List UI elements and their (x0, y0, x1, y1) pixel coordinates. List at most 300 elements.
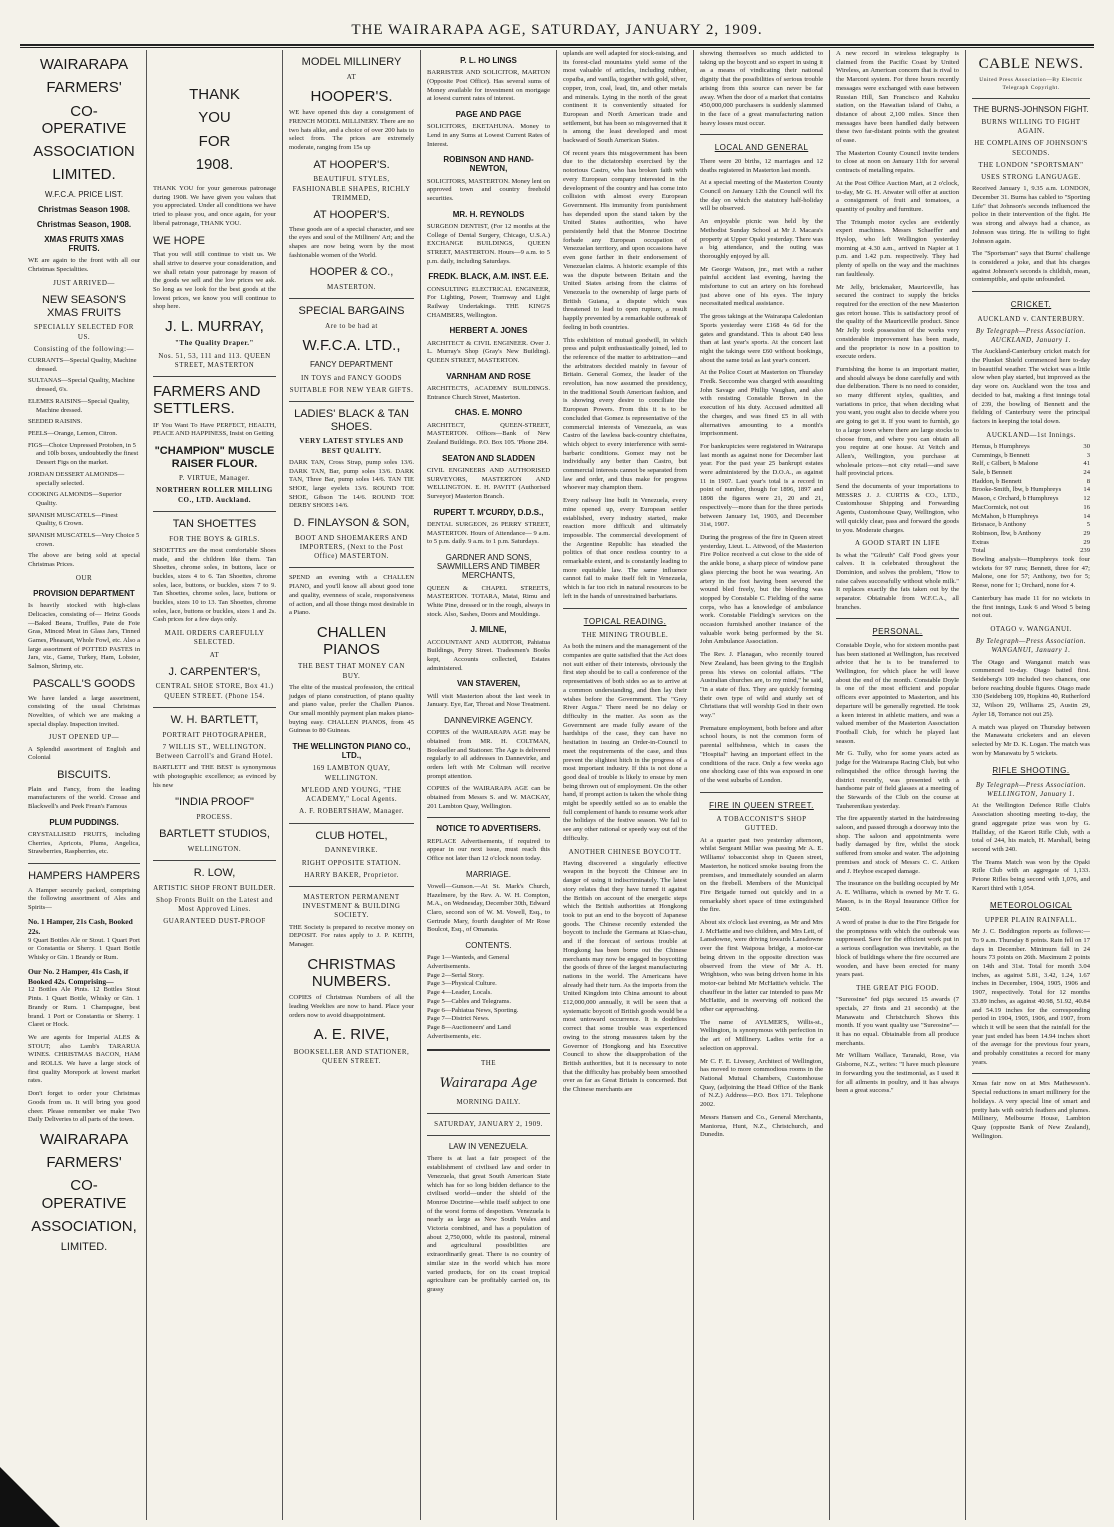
challen-pianos-heading: CHALLEN PIANOS (316, 623, 387, 659)
divider (427, 817, 550, 818)
hoopers-heading: HOOPER'S. (310, 87, 393, 105)
fruit-item: JORDAN DESSERT ALMONDS—specially selected. (28, 470, 125, 487)
masthead-title: THE WAIRARAPA AGE, SATURDAY, JANUARY 2, 1909. (351, 22, 763, 38)
score-row (972, 443, 1090, 452)
batsman-name: McMahon, b Humphreys (972, 512, 1039, 520)
card-heading: P. L. HO LINGS (460, 56, 517, 65)
divider (153, 511, 276, 512)
cable-paragraph: Xmas fair now on at Mrs Mathewson's. Special reductions in smart millinery for the holidays. A very special line of smart and pretty hats with ostrich feathers and plumes. Millinery, Melbourne House, Lambton Quay (opposite Bank of New Zealand), Wellington. (972, 1080, 1090, 1140)
biscuits-text: Plain and Fancy, from the leading manufacturers of the world. Crosse and Blackwell's and Peek Frean's Famous (28, 785, 140, 811)
thank-heading: THANK (189, 86, 240, 103)
batsman-name: Brooke-Smith, lbw, b Humphreys (972, 486, 1062, 494)
meteorological-heading: METEOROLOGICAL (989, 901, 1073, 911)
fancy-department: FANCY DEPARTMENT (309, 360, 394, 370)
permanent-society: MASTERTON PERMANENT INVESTMENT & BUILDING SOCIETY. (302, 893, 401, 920)
at-hoopers-heading: AT HOOPER'S. (313, 158, 390, 171)
news-paragraph: The gross takings at the Wairarapa Caledonian Sports yesterday were £168 4s 6d for the gates and grandstand. This is about £40 less than at last year's sports. At the concert last night the takings were £60 without bookings, about the same total as last year's concert. (700, 313, 823, 364)
society-text: THE Society is prepared to receive money on DEPOSIT. For rates apply to J. P. KEITH, Manager. (289, 923, 414, 949)
news-paragraph: The name of AYLMER'S, Willis-st., Wellington, is synonymous with perfection in the art of Millinery. Ladies write for a selection on approval. (700, 1018, 823, 1052)
card-heading: RUPERT T. M'CURDY, D.D.S., (433, 507, 544, 517)
masthead-rule (20, 44, 1094, 46)
plum-puddings-heading: PLUM PUDDINGS. (49, 817, 119, 827)
splendid-text: A Splendid assortment of English and Colonial (28, 745, 140, 762)
carpenter-address: CENTRAL SHOE STORE, Box 41.) QUEEN STREET. (Phone 154. (155, 682, 274, 700)
club-hotel-heading: CLUB HOTEL, (315, 829, 388, 842)
cable-paragraph: The Teams Match was won by the Opaki Rifle Club with an aggregate of 1,133. Petone Rifles being second with 1,076, and Karori third with 1,054. (972, 858, 1090, 892)
batsman-runs: 29 (1083, 538, 1090, 546)
card-heading: VAN STAVEREN, (456, 679, 521, 689)
batsman-name: Cummings, b Bennett (972, 451, 1030, 459)
divider (153, 707, 276, 708)
batsman-name: Mason, c Orchard, b Humphreys (972, 495, 1059, 503)
hooper-co-heading: HOOPER & CO., (309, 266, 394, 279)
wfca-heading-3: CO-OPERATIVE (41, 102, 127, 137)
at-label: AT (346, 72, 357, 81)
portrait-photographer: PORTRAIT PHOTOGRAPHER, (162, 730, 267, 739)
rifle-shooting-heading: RIFLE SHOOTING. (992, 766, 1070, 776)
at-hoopers-heading-2: AT HOOPER'S. (313, 208, 390, 221)
for-heading: FOR (198, 132, 231, 150)
morning-daily: MORNING DAILY. (456, 1097, 521, 1106)
christmas-numbers-heading: CHRISTMAS NUMBERS. (307, 955, 396, 991)
cricket-heading: CRICKET. (1010, 300, 1052, 310)
news-paragraph: For bankruptcies were registered in Wairarapa last month as against none for December last year. For the past year 25 bankrupt estates were administered by the D.O.A., as against 11 in 1907. Last year's total is a record in point of number, though for 1896, 1897 and 1898 the figures were 21, 20 and 21, respectively—more than for the three periods between January 1st, 1903, and December 31st, 1907. (700, 442, 823, 529)
rive-text: BOOKSELLER AND STATIONER, QUEEN STREET. (293, 1047, 410, 1065)
fruit-item: COOKING ALMONDS—Superior Quality. (28, 491, 122, 507)
torn-corner (0, 1467, 60, 1527)
bartlett-studios-heading: BARTLETT STUDIOS, (159, 828, 270, 841)
score-row (972, 452, 1090, 461)
law-venezuela-text: There is at last a fair prospect of the establishment of civilised law and order in Venezuela, that great South American State which has for so long bidden defiance to the civilised world—under the shield of the Monroe Doctrine—while itself subject to one of the worst forms of despotism. Venezuela is nearly as large as New South Wales and Victoria combined, and has a population of about 2,750,000, while its pastoral, mineral and agricultural possibilities are extraordinarily great. There is no country of similar size in the world which has more varied products, for on its coast tropical agriculture can be profitably carried on, its grassy (427, 1155, 550, 1293)
copies-dannevirke: COPIES of the WAIRARAPA AGE may be obtained from MR. H. COLTMAN, Bookseller and Stationer. The Age is delivered regularly to all addresses in Dannevirke, and orders left with Mr Coltman will receive prompt attention. (427, 729, 550, 780)
hamper-1-heading: No. 1 Hamper, 21s Cash, Booked 22s. (28, 916, 133, 936)
news-paragraph: Constable Doyle, who for sixteen months past has been stationed at Wellington, has received advice that he is to be transferred to Wellington, for which place he will leave about the end of the month. Constable Doyle is one of the most efficient and popular officers ever appointed to Masterton, and his departure will be generally regretted. He took a keen interest in athletic matters, and was a valued member of the Masterton Association Football Club, for which he played last season. (836, 641, 959, 745)
wfca-heading-2: FARMERS' (46, 79, 122, 97)
batsman-runs: 12 (1083, 495, 1090, 503)
divider (972, 291, 1090, 292)
news-paragraph: Furnishing the home is an important matter, and should always be done carefully and with due deliberation. There is no need to consider, so many different styles, qualities, and variations in price, that when deciding what you want, you ought also to decide where you are going to get it. If you want to furnish, go to a large town where there are large stocks to choose from, and where you can obtain all you require at one house. At Veitch and Allen's, Wellington, you purchase at wholesale prices—not city retail—and save half provincial prices. (836, 365, 959, 478)
editorial-paragraph: Every railway line built in Venezuela, every mine opened up, every European settler established, every industry started, make reaction more difficult and ultimately impossible. The commercial development of the Argentine Republic has steadied the politics of that once restless country to a remarkable extent, and is constantly leading to more equitable law. The same influence cannot fail to make itself felt in Venezuela, which is far too rich in natural resources to be left in the hands of unrestrained barbarians. (563, 497, 687, 600)
editorial-paragraph: This exhibition of mutual goodwill, in which press and pulpit enthusiastically joined, led to the reference of the matter to arbitration—and the arbitrators decided mainly in favour of Britain. General Gomez, the leader of the revolution, has now assumed the presidency, in the traditional South American fashion, and is showing every desire to conciliate the European Powers. From this it is to be concluded that Gomez is representative of the commercial interests of Venezuela, as was Castro of the lawless back-country chieftains, which object to every interference with semi-barbaric conditions. Gomez may not be individually any better than Castro, but commercial interests cannot be separated from law and order, and thus make for progress whoever may champion them. (563, 336, 687, 492)
sportsman-heading: THE LONDON "SPORTSMAN" (978, 160, 1084, 169)
rainfall-heading: UPPER PLAIN RAINFALL. (984, 915, 1078, 924)
column-3-adverts (283, 50, 420, 1518)
wfca-footer-4: ASSOCIATION, (31, 1217, 137, 1235)
wfca-heading-5: LIMITED. (52, 166, 116, 184)
divider (153, 376, 276, 377)
specially-selected: SPECIALLY SELECTED FOR US. (34, 323, 134, 341)
law-venezuela-heading: LAW IN VENEZUELA. (448, 1142, 529, 1152)
hamper-2-contents: 12 Bottles Ale Pints. 12 Bottles Stout Pints. 1 Quart Bottle, Whisky or Gin. 1 Brandy or Rum. 1 Champagne, best brand. 1 Port or Constantia or Sherry. 1 Claret or Hock. (28, 986, 140, 1029)
notice-text: REPLACE Advertisements, if required to appear in our next issue, must reach this Office not later than 12 o'clock noon today. (427, 837, 550, 863)
contents-item: Page 1—Wanteds, and General Advertisements. (427, 954, 510, 971)
contents-heading: CONTENTS. (465, 941, 512, 951)
auckland-innings-heading: AUCKLAND—1st Innings. (986, 430, 1076, 439)
cable-paragraph: Bowling analysis—Humphreys took four wickets for 97 runs; Bennett, three for 47; Malone, one for 57; Anthony, two for 5; Reese, none for 1; Orchard, none for 4. (972, 556, 1090, 590)
batsman-runs: 41 (1083, 460, 1090, 468)
farmers-heading: FARMERS AND SETTLERS. (153, 383, 261, 418)
batsman-name: Hemus, b Humphreys (972, 442, 1030, 450)
hope-text: That you will still continue to visit us. We shall strive to deserve your consideration, and we shall retain your patronage by reason of the goods we sell and the low prices we ask. So long as we look for the best goods at the lowest prices, we know you will continue to shop here. (153, 251, 276, 311)
news-paragraph: About six o'clock last evening, as Mr and Mrs J. McHattie and two children, and Mrs Lett, of Lansdowne, were driving towards Lansdowne over the first Waipoua bridge, a motor-car being driven in the opposite direction was observed from the view of Mr A. H. Wrightson, who was being driven home in his motor-car behind Mr McHattie's vehicle. The chauffeur in the latter car intended to pass Mr McHattie, and in swerving off noticed the other car approaching. (700, 919, 823, 1014)
batsman-runs: 29 (1083, 529, 1090, 537)
xmas-fruits-heading: XMAS FRUITS XMAS FRUITS. (44, 235, 124, 254)
fruit-item: PEELS—Orange, Lemon, Citron. (28, 429, 118, 437)
wfca-footer-1: WAIRARAPA (39, 1130, 129, 1148)
fruit-item: FIGS—Choice Unpressed Protoben, in 5 and 10lb boxes, undoubtedly the finest Dessert Figs on the market. (28, 441, 139, 467)
new-year-gifts: SUITABLE FOR NEW YEAR GIFTS. (289, 385, 414, 394)
news-paragraph: At a quarter past two yesterday afternoon, whilst Sergeant Millar was passing Mr A. E. Williams' tobacconist shop in Queen street, Masterton, he noticed smoke issuing from the premises, and immediately sounded an alarm on the firebell. Members of the Municipal Fire Brigade turned out quickly and in a remarkably short space of time extinguished the fire. (700, 836, 823, 914)
score-row (972, 495, 1090, 504)
news-paragraph: The fire apparently started in the hairdressing saloon, and passed through a doorway into the shop. The saloon and appointments were badly damaged by fire, whilst the stock suffered from smoke and water. The adjoining premises and stock of Messrs C. C. Aitken and J. Heyhoe escaped damage. (836, 815, 959, 875)
batsman-name: Brisnace, b Anthony (972, 521, 1027, 529)
column-2-adverts (147, 50, 282, 1518)
season-heading-2: Christmas Season, 1908. (36, 219, 132, 229)
goods-text: These goods are of a special character, and see the eyes and soul of the Milliners' Art; and the shapes are now being worn by the most fashionable women of the World. (289, 225, 414, 259)
northern-milling: NORTHERN ROLLER MILLING CO., LTD. Auckland. (156, 486, 273, 504)
murray-heading: J. L. MURRAY, (165, 318, 264, 336)
masthead-rule-thin (20, 47, 1094, 48)
strong-language: USES STRONG LANGUAGE. (981, 173, 1081, 182)
copies-wellington: COPIES of the WAIRARAPA AGE can be obtained from Messrs S. and W. MACKAY, 201 Lambton Quay, Wellington. (427, 785, 550, 810)
pig-food-heading: THE GREAT PIG FOOD. (856, 983, 939, 992)
mleod-agents: M'LEOD AND YOUNG, "THE ACADEMY," Local Agents. (301, 785, 402, 804)
bartlett-address: 7 WILLIS ST., WELLINGTON. Between Carroll's and Grand Hotel. (155, 742, 274, 761)
column-4-professional-cards (421, 50, 556, 1518)
just-opened: JUST OPENED UP— (48, 733, 120, 742)
wfca-heading-1: WAIRARAPA (39, 56, 129, 73)
divider (972, 1073, 1090, 1074)
crystallised-text: CRYSTALLISED FRUITS, including Cherries, Apricots, Plums, Angelica, Strawberries, Raspberries, etc. (28, 830, 140, 856)
rive-heading: A. E. RIVE, (313, 1026, 390, 1044)
card-heading: HERBERT A. JONES (449, 326, 528, 336)
wfca-heading-4: ASSOCIATION (33, 143, 135, 160)
news-paragraph: Premature employment, both before and after school hours, is not the common form of parental selfishness, which in cases the "Hospital" having an important effect in the conditions of the race. Only a few weeks ago one shocking case of this was exposed in one of the west suburbs of London. (700, 724, 823, 784)
news-paragraph: Messrs Hansen and Co., General Merchants, Maniorua, Hunt, N.Z., Christchurch, and Dunedin. (700, 1113, 823, 1139)
news-paragraph: The Masterton County Council invite tenders to close at noon on January 11th for several contracts of metalling repairs. (836, 149, 959, 175)
news-paragraph: A word of praise is due to the Fire Brigade for the promptness with which the outbreak was suppressed. Save for the efficient work put in a serious conflagration was inevitable, as the block of buildings where the fire occurred are wooden, and have been erected for many years past. (836, 919, 959, 979)
news-paragraph: The insurance on the building occupied by Mr A. E. Williams, which is owned by Mr T. G. Mason, is in the Royal Insurance Office for £400. (836, 880, 959, 914)
hope-heading: WE HOPE (153, 234, 205, 247)
news-paragraph: The Triumph motor cycles are evidently expert machines. Messrs Schaeffer and Hyslop, who left Wellington yesterday morning at 4.30 a.m., arrived in Napier at 1 p.m. and 1.42 p.m. respectively. They had plenty of spells on the way and the machines ran faultlessly. (836, 218, 959, 278)
batsman-name: MacCormick, not out (972, 503, 1029, 511)
column-1-wfca-advert (22, 50, 146, 1518)
hamper-1-contents: 9 Quart Bottles Ale or Stout. 1 Quart Port or Constantia or Sherry. 1 Quart Bottle Whisky or Gin. 1 Brandy or Rum. (28, 936, 140, 961)
editorial-paragraph: Having discovered a singularly effective weapon in the boycott the Chinese are in danger of using it indiscriminately. The latest story relates that they have turned it against the British on account of the energetic steps which the British authorities at Hongkong took to put an end to the boycott of Japanese goods. The Chinese recently extended the boycott to include the Germans at Kiao-chau, and if the forecast of serious trouble at Hongkong has been borne out the Chinese merchants may now be engaged in boycotting the goods of three of the largest manufacturing nations in the world. The Americans have already had their turn. As the imports from the United Kingdom into China amount to about £12,000,000 annually, it will be seen that a systematic boycott of British goods would be a most untoward occurrence. It is doubtless correct that some trouble was experienced owing to the strong measures taken by the Governor of Hongkong and his Executive Council to show the disapprobation of the British authorities, but it is necessary to note that the difficulty has probably been smoothed over as far as Great Britain is concerned. But the Chinese merchants are (563, 859, 687, 1094)
batsman-runs: 14 (1083, 512, 1090, 520)
news-paragraph: Mr C. F. E. Livesey, Architect of Wellington, has moved to more commodious rooms in the National Mutual Chambers, Customhouse Quay, (adjoining the Head Office of the Bank of N.Z.) Address—P.O. Box 171. Telephone 2002. (700, 1057, 823, 1109)
lambton-address: 169 LAMBTON QUAY, WELLINGTON. (312, 764, 391, 782)
opposite-station: RIGHT OPPOSITE STATION. (301, 858, 402, 867)
chinese-boycott-heading: ANOTHER CHINESE BOYCOTT. (568, 847, 682, 856)
score-total-label: Total (972, 547, 986, 555)
dannevirke-label: DANNEVIRKE. (324, 846, 379, 855)
press-association-note: United Press Association—By Electric Telegraph Copyright. (979, 77, 1083, 91)
batsman-runs: 30 (1083, 442, 1090, 450)
news-paragraph: There were 20 births, 12 marriages and 12 deaths registered in Masterton last month. (700, 157, 823, 174)
divider (836, 618, 959, 619)
contents-item: Page 6—Pahiatua News, Sporting. (427, 1006, 519, 1014)
contents-item: Page 7—District News. (427, 1015, 490, 1023)
card-heading: CHAS. E. MONRO (454, 408, 523, 418)
wfca-footer-3: CO-OPERATIVE (41, 1177, 127, 1212)
column-8-cable-news (966, 50, 1096, 1518)
finlayson-heading: D. FINLAYSON & SON, (293, 517, 410, 530)
wellington-piano-heading: THE WELLINGTON PIANO CO., LTD., (292, 742, 411, 761)
to-be-had: Are to be had at (325, 321, 378, 330)
hampers-text: A Hamper securely packed, comprising the following assortment of Ales and Spirits— (28, 886, 140, 912)
score-row (972, 478, 1090, 487)
news-paragraph: At the Post Office Auction Mart, at 2 o'clock, to-day, Mr G. H. Atwater will offer at auction a consignment of fruit and tomatoes, a quantity of poultry and furniture. (836, 179, 959, 213)
tobacconist-heading: A TOBACCONIST'S SHOP GUTTED. (716, 815, 807, 833)
score-total-row (972, 547, 1090, 556)
provision-text: Is heavily stocked with high-class Delicacies, consisting of— Heinz Goods—Baked Beans, Truffles, Pate de Foie Gras, Minced Meat in Glass Jars, Tinned Games, Pheasant, Whole Fowl, etc. Also a large assortment of POTTED PASTES in Jars, viz., Game, Turkey, Ham, Lobster, Salmon, Shrimp, etc. (28, 602, 140, 671)
card-heading: MR. H. REYNOLDS (452, 209, 525, 219)
score-row (972, 504, 1090, 513)
dannevirke-agency-heading: DANNEVIRKE AGENCY. (444, 715, 533, 725)
low-heading: R. LOW, (193, 867, 236, 880)
low-builder: ARTISTIC SHOP FRONT BUILDER. (153, 883, 276, 892)
fruit-item: SEEDED RAISINS. (28, 418, 83, 426)
spend-evening-text: SPEND an evening with a CHALLEN PIANO, and you'll know all about good tone and quality, evenness of scale, responsiveness of action, and all those things most desirable in a Piano. (289, 574, 414, 617)
thank-text: THANK YOU for your generous patronage during 1908. We have given you values that you appreciated. Under all conditions we have tried to please you, and once again, for your liberal patronage, THANK YOU. (153, 185, 276, 227)
quality-draper: "The Quality Draper." (175, 339, 254, 348)
ladies-shoes-heading: LADIES' BLACK & TAN SHOES. (294, 408, 409, 433)
divider (427, 1113, 550, 1114)
carpenter-heading: J. CARPENTER'S, (168, 665, 261, 678)
card-text: SOLICITORS, MASTERTON. Money lent on approved town and country freehold securities. (427, 177, 550, 203)
batsman-name: Extras (972, 538, 989, 546)
burns-willing: BURNS WILLING TO FIGHT AGAIN. (981, 117, 1081, 136)
cable-paragraph: A match was played on Thursday between the Manawatu cricketers and an eleven selected by Mr D. K. Logan. The match was won by Manawatu by 5 wickets. (972, 723, 1090, 757)
wfca-ltd-heading: W.F.C.A. LTD., (302, 337, 401, 355)
score-row (972, 539, 1090, 548)
card-text: CIVIL ENGINEERS AND AUTHORISED SURVEYORS, MASTERTON AND WELLINGTON. E. H. PAVITT (Authorised Surveyor) Masterton Branch. (427, 466, 550, 500)
news-paragraph: showing themselves so much addicted to taking up the boycott and so expert in using it as a means of vindicating their national dignity that the possibilities of serious trouble arising from this source can never be far away. When the door of a market that contains 450,000,000 purchasers is suddenly slammed in the face of a great manufacturing nation heavy losses must occur. (700, 50, 823, 127)
score-row (972, 460, 1090, 469)
contents-item: Page 2—Serial Story. (427, 971, 484, 979)
editorial-paragraph: As both the miners and the management of the companies are quite satisfied that the Act does not suit either of their interests, obviously the first step should be to call a conference of the representatives of both sides so as to arrive at a common understanding, and then lay their wishes before the Government. The "Grey River Argus." There need be no delay or difficulty in the matter. As soon as the Government are made fully aware of the hardships of the case, they can have no hesitation in issuing an Order-in-Council to meet the requirements of the case, and thus prevent the slightest hitch in the progress of a most important industry. If this is not done a good deal of trouble is likely to ensue by men being thrown out of employment. On the other hand, if prompt action is taken the whole thing might be speedily settled so as to enable the full complement of hands to resume work after the holidays of the festive season. We fail to see any other rational or speedy way out of the difficulty. (563, 643, 687, 842)
card-text: SURGEON DENTIST, (For 12 months at the College of Dental Surgery, Chicago, U.S.A.) EXCHANGE BUILDINGS, QUEEN STREET, MASTERTON. Hours—9 a.m. to 5 p.m. daily, including Saturdays. (427, 222, 550, 265)
batsman-name: Sale, b Bennett (972, 469, 1013, 476)
card-text: BARRISTER AND SOLICITOR, MARTON (Opposite Post Office). Has several sums of Money available for investment on mortgage at lowest current rates of interest. (427, 69, 550, 103)
divider (289, 886, 414, 887)
wellington-label: WELLINGTON. (187, 844, 242, 853)
wfca-footer-2: FARMERS' (46, 1154, 122, 1172)
murray-address: Nos. 51, 53, 111 and 113. QUEEN STREET, MASTERTON (158, 351, 271, 369)
divider (563, 608, 687, 609)
virtue-manager: P. VIRTUE, Manager. (179, 474, 250, 483)
score-row (972, 513, 1090, 522)
price-list-heading: W.F.C.A. PRICE LIST. (44, 189, 124, 199)
cable-paragraph: At the Wellington Defence Rifle Club's Association shooting meeting to-day, the grand aggregate prize was won by G. Halliday, of the Karori Rifle Club, with a total of 244, his match, H. Marshall, being second with 240. (972, 802, 1090, 853)
tan-shoettes-sub: FOR THE BOYS & GIRLS. (169, 534, 260, 543)
card-text: ARCHITECT & CIVIL ENGINEER. Over J. L. Murray's Shop (Gray's New Building). QUEEN STREET, MASTERTON. (427, 339, 550, 365)
telegraph-dateline: By Telegraph—Press Association. AUCKLAND, January 1. (975, 326, 1087, 345)
news-paragraph: Is what the "Gilruth" Calf Food gives your calves. It is celebrated throughout the Dominion, and solves the problem, "How to raise calves successfully without whole milk." It replaces exactly the fats taken out by the separator. Obtainable from W.F.C.A., all branches. (836, 551, 959, 611)
copies-text: COPIES of Christmas Numbers of all the leading Weeklies are now to hand. Place your orders now to avoid disappointment. (289, 994, 414, 1019)
at-label: AT (209, 650, 220, 659)
batsman-runs: 24 (1083, 469, 1090, 476)
new-season-heading: NEW SEASON'S XMAS FRUITS (41, 294, 126, 319)
telegraph-dateline: By Telegraph—Press Association. WANGANUI, January 1. (975, 637, 1087, 655)
batsman-runs: 14 (1083, 486, 1090, 494)
editorial-paragraph: uplands are well adapted for stock-raising, and its forest-clad mountains yield some of the most valuable of articles, including rubber, copaiba, and vanilla, together with gold, silver, copper, iron, coal, lead, tin, and other metals and minerals. Lying in the north of the great continent it is conveniently situated for European and North American trade and settlement, but has been so misgoverned that it is among the least developed and most backward of South American States. (563, 50, 687, 145)
score-row (972, 486, 1090, 495)
season-heading-1: Christmas Season 1908. (37, 204, 131, 214)
divider (289, 401, 414, 402)
hamper-2-heading: Our No. 2 Hamper, 41s Cash, if Booked 42s. Comprising— (28, 966, 129, 986)
divider (700, 792, 823, 793)
you-heading: YOU (198, 109, 231, 127)
india-proof-heading: "INDIA PROOF" (175, 796, 254, 809)
hampers-heading: HAMPERS HAMPERS (28, 870, 140, 883)
tan-shoettes-heading: TAN SHOETTES (172, 517, 257, 530)
telegraph-dateline: By Telegraph—Press Association. WELLINGTON, January 1. (975, 780, 1087, 799)
masterton-label: MASTERTON. (327, 283, 376, 292)
news-paragraph: An enjoyable picnic was held by the Methodist Sunday School at Mr J. Macara's property at Upper Opaki yesterday. There was a big attendance, and the outing was thoroughly enjoyed by all. (700, 218, 823, 260)
farmers-text: IF You Want To Have PERFECT, HEALTH, PEACE AND HAPPINESS, Insist on Getting (153, 421, 276, 438)
card-heading: SEATON AND SLADDEN (442, 453, 535, 463)
cable-paragraph: Canterbury has made 11 for no wickets in the first innings, Lusk 6 and Wood 5 being not out. (972, 594, 1090, 620)
score-row (972, 530, 1090, 539)
batsman-name: Relf, c Gilbert, b Malone (972, 460, 1039, 468)
batsman-runs: 5 (1086, 521, 1090, 529)
mining-trouble-heading: THE MINING TROUBLE. (581, 631, 669, 640)
order-reminder: Don't forget to order your Christmas Goods from us. It will bring you good cheer. Please remember we make Two Daily Deliveries to all parts of the town. (28, 1090, 140, 1124)
pascall-text: We have landed a large assortment, consisting of the usual Christmas Novelties, of which we are making a special display. Inspection invited. (28, 694, 140, 728)
agents-text: We are agents for Imperial ALES & STOUT; also Lamb's TARARUA WINES. CHRISTMAS BACON, HAM and ROLLS. We have a large stock of first quality Morepork at lowest market rates. (28, 1033, 140, 1085)
batsman-runs: 8 (1086, 477, 1090, 485)
cable-paragraph: The "Sportsman" says that Burns' challenge is considered a joke, and that his charges against Johnson's seconds is childish, mean, contemptible, and quite unfounded. (972, 250, 1090, 284)
score-row (972, 469, 1090, 478)
card-text: QUEEN & CHAPEL STREETS, MASTERTON. TOTARA, Matai, Rimu and White Pine, dressed or in the rough, always in stock. Also, Sashes, Doors and Mouldings. (427, 584, 550, 618)
champion-heading: "CHAMPION" MUSCLE RAISER FLOUR. (154, 444, 275, 470)
just-arrived: JUST ARRIVED— (53, 278, 115, 287)
divider (289, 298, 414, 299)
cable-paragraph: The Otago and Wanganui match was commenced to-day. Otago batted first. Seideberg's 109 included two chances, one before reaching double figures. Otago made 330 (Seideberg 109, Hopkins 40, Rutherford 32, Wilson 29, Williams 25, Austin 29, Ayler 18, Torrance not out 25). (972, 658, 1090, 718)
card-text: ARCHITECTS, ACADEMY BUILDINGS. Entrance Church Street, Masterton. (427, 384, 550, 401)
auckland-canterbury-heading: AUCKLAND v. CANTERBURY. (977, 314, 1085, 323)
model-millinery-text: WE have opened this day a consignment of FRENCH MODEL MILLINERY. There are no two hats alike, and a choice of over 200 hats to select from. The prices are extremely moderate, ranging from 15s up (289, 109, 414, 151)
bartlett-heading: W. H. BARTLETT, (170, 713, 259, 726)
the-label: THE (480, 1059, 497, 1068)
cable-paragraph: Received January 1, 9.35 a.m. LONDON, December 31. Burns has cabled to "Sporting Life" that Johnson's seconds influenced the police in their intervention of the fight. He was strong and always had a chance, as Johnson was tiring. He is willing to fight Johnson again. (972, 185, 1090, 245)
fruit-item: SPANISH MUSCATELS—Very Choice 5 crown. (28, 532, 140, 548)
burns-johnson-heading: THE BURNS-JOHNSON FIGHT. (973, 104, 1089, 114)
newspaper-nameplate: Wairarapa Age (439, 1075, 538, 1091)
contents-item: Page 8—Auctioneers' and Land Advertisements, etc. (427, 1023, 511, 1040)
column-6-local-news (694, 50, 829, 1518)
local-general-heading: LOCAL AND GENERAL (714, 143, 809, 153)
card-text: ARCHITECT, QUEEN-STREET, MASTERTON. Offices—Bank of New Zealand Buildings. P.O. Box 105. 'Phone 284. (427, 421, 550, 446)
news-paragraph: Mr George Watson, jnr., met with a rather painful accident last evening, having the misfortune to cut an artery on his forehead just above one of his eyes. The injury necessitated medical assistance. (700, 265, 823, 308)
card-text: ACCOUNTANT AND AUDITOR, Pahiatua Buildings, Perry Street. Tradesmen's Books kept, Accounts collected, Estates administered. (427, 638, 550, 672)
divider (427, 1135, 550, 1136)
toys-label: IN TOYS and FANCY GOODS (300, 373, 403, 382)
challen-text: The elite of the musical profession, the critical judges of piano construction, of piano quality and piano value, prefer the Challen Pianos. Our small monthly payment plan makes piano-buying easy. CHALLEN PIANOS, from 45 Guineas to 80 Guineas. (289, 683, 414, 735)
fruit-item: CURRANTS—Special Quality, Machine dressed. (28, 357, 137, 373)
year-heading: 1908. (195, 155, 234, 173)
news-paragraph: Mr G. Tully, who for some years acted as judge for the Wairarapa Racing Club, but who relinquished the office through having the district recently, was presented with a handsome pair of field glasses at a meeting of the Stewards of the Club on the course at Tauherenikau yesterday. (836, 750, 959, 810)
news-paragraph: During the progress of the fire in Queen street yesterday, Lieut. L. Attwood, of the Masterton Fire Police received a cut close to the side of the ankle bone, a sharp piece of window pane glass piercing the boot he was wearing. An artery in the foot having been severed the wound bled freely, but the bleeding was stopped by Constable C. Fielding of the same corps, who has a knowledge of ambulance work. Constable Fielding's services on the occasion furnished another instance of the valuable work being performed by the St. John Ambulance Association. (700, 534, 823, 646)
cable-news-heading: CABLE NEWS. (978, 56, 1084, 72)
latest-styles: VERY LATEST STYLES AND BEST QUALITY. (299, 437, 404, 455)
news-paragraph: At a special meeting of the Masterton County Council on January 12th the Council will fix the day on which the statutory half-holiday will be observed. (700, 179, 823, 213)
editorial-paragraph: Of recent years this misgovernment has been due to the dictatorship exercised by the notorious Castro, who has broken faith with every European company interested in the development of the country and has come into collision with almost every European Government. His immunity from punishment has depended upon the stand taken by the United States authorities, who have persistently held that the Monroe Doctrine forbade any European occupation of Venezuelan territory, and upon occasions have even gone farther in their endorsement of Venezuelan claims. A historic example of this was the dispute between Britain and the United States arising from the claims of Venezuela to the ownership of large parts of British Guiana, a dispute which was threatened to lead to open rupture, a result happily prevented by a remarkable outbreak of feeling in both countries. (563, 149, 687, 331)
mail-orders: MAIL ORDERS CAREFULLY SELECTED. (164, 629, 265, 647)
cable-paragraph: The Auckland-Canterbury cricket match for the Plunket Shield commenced here to-day in beautiful weather. The wicket was a little slow when play started, but improved as the day wore on. Auckland won the toss and decided to bat, making a first innings total of 239, the bowling of Bennett and the fielding of Canterbury were the principal factors in keeping the total down. (972, 348, 1090, 425)
marriage-heading: MARRIAGE. (466, 869, 511, 879)
news-paragraph: Mr William Wallace, Taranaki, Rose, via Gisborne, N.Z., writes: "I have much pleasure in forwarding you the testimonial, as I used it for all ailments in poultry, and it has always been a great success." (836, 1052, 959, 1095)
divider (700, 134, 823, 135)
news-paragraph: The Rev. J. Flanagan, who recently toured New Zealand, has been giving to the English press his views on colonial affairs. "The Australian churches are, to my mind," he said, "in a state of flux. They are quickly forming their own type of wild and sturdy set of Christians that will worship God in their own way." (700, 651, 823, 720)
prices-note: The above are being sold at special Christmas Prices. (28, 552, 140, 569)
special-bargains-heading: SPECIAL BARGAINS (298, 305, 405, 318)
batsman-runs: 3 (1086, 451, 1090, 459)
tan-shoettes-text: SHOETTES are the most comfortable Shoes made, and the children like them. Tan Shoettes, chrome soles, in buttons, lace or buckles, sizes 4 to 6. Tan Shoettes, chrome soles, lace, buttons, or buckles, sizes 7 to 9. Tan Shoettes, chrome soles, lace, buttons or buckles, sizes 10 to 13. Tan Shoettes, chrome soles, lace, buttons or buckles, sizes 1 and 2s. Cash prices for a few days only. (153, 546, 276, 624)
consisting-label: Consisting of the following:— (33, 344, 135, 353)
complains-seconds: HE COMPLAINS OF JOHNSON'S SECONDS. (974, 139, 1088, 157)
divider (427, 1049, 550, 1051)
our-label: OUR (75, 573, 93, 582)
divider (153, 860, 276, 861)
news-paragraph: Mr Jelly, brickmaker, Mauriceville, has secured the contract to supply the bricks required for the erection of the new Masterton gas retort house. This is satisfactory proof of the quality of the Mauriceville product. Since Mr Jelly took possession of the works very considerable improvement has been made, and the proprietor is now in a position to execute orders. (836, 283, 959, 361)
harry-baker: HARRY BAKER, Proprietor. (304, 870, 399, 879)
contents-item: Page 4—Leader, Locals. (427, 989, 492, 997)
column-7-local-news (830, 50, 965, 1518)
card-heading: J. MILNE, (470, 625, 507, 635)
model-millinery-heading: MODEL MILLINERY (301, 56, 402, 68)
topical-reading-heading: TOPICAL READING. (583, 616, 667, 626)
fruit-item: SPANISH MUSCATELS—Finest Quality, 6 Crown. (28, 511, 118, 528)
score-total-runs: 239 (1080, 547, 1090, 555)
wfca-footer-5: LIMITED. (60, 1241, 108, 1254)
good-start-heading: A GOOD START IN LIFE (854, 539, 941, 548)
news-paragraph: At the Police Court at Masterton on Thursday Fredk. Seccombe was charged with assaulting John Savage and Phillip Vaughan, and also with resisting Constable Brown in the execution of his duty. Accused admitted all the charges, and was fined £5 in all with alternatives amounting to a month's imprisonment. (700, 369, 823, 438)
divider (972, 98, 1090, 99)
pascall-heading: PASCALL'S GOODS (32, 677, 136, 690)
dust-proof: GUARANTEED DUST-PROOF (163, 917, 266, 926)
score-row (972, 521, 1090, 530)
finlayson-text: BOOT AND SHOEMAKERS AND IMPORTERS, (Next to the Post Office) MASTERTON. (295, 533, 408, 561)
fruit-item: ELEMES RAISINS—Special Quality, Machine dressed. (28, 397, 130, 414)
scorecard (972, 443, 1090, 547)
otago-wanganui-heading: OTAGO v. WANGANUI. (990, 624, 1072, 633)
card-heading: FREDK. BLACK, A.M. INST. E.E. (428, 272, 549, 282)
low-sub: Shop Fronts Built on the Latest and Most Approved Lines. (155, 896, 274, 914)
divider (289, 823, 414, 824)
masthead (0, 0, 1114, 48)
process-label: PROCESS. (196, 813, 233, 822)
column-5-editorial (557, 50, 693, 1518)
batsman-runs: 16 (1083, 503, 1090, 511)
intro-text: WE are again to the front with all our Christmas Specialities. (28, 257, 140, 274)
news-paragraph: "Sureosine" fed pigs secured 15 awards (7 specials, 27 firsts and 21 seconds) at the Manawatu and Christchurch Shows this month. If you want quality use "Sureosine"—it has no equal. Obtainable from all produce merchants. (836, 996, 959, 1047)
marriage-text: Vowell—Gunson.—At St. Mark's Church, Hazelmere, by the Rev. A. W. H. Compton, M.A., on Wednesday, December 30th, Edward Claro, second son of W. M. Vowell, Esq., to Gertrude Mary, fourth daughter of Mr Rose Boulcot, Esq., of Omanaia. (427, 882, 550, 934)
fruit-item: SULTANAS—Special Quality, Machine dressed, 6's. (28, 377, 135, 394)
provision-heading: PROVISION DEPARTMENT (33, 589, 135, 599)
personal-heading: PERSONAL. (872, 627, 923, 637)
contents-item: Page 5—Cables and Telegrams. (427, 997, 512, 1005)
card-heading: PAGE AND PAGE (455, 110, 522, 119)
card-text: SOLICITORS, EKETAHUNA. Money to Lend in any Sums at Lowest Current Rates of Interest. (427, 123, 550, 148)
divider (289, 567, 414, 568)
best-money: THE BEST THAT MONEY CAN BUY. (298, 662, 405, 680)
notice-heading: NOTICE TO ADVERTISERS. (436, 824, 541, 834)
fire-queen-street-heading: FIRE IN QUEEN STREET. (709, 800, 814, 810)
news-paragraph: A new record in wireless telegraphy is claimed from the Pacific Coast by United Wireless, an American concern that is rival to the Marconi system. For three hours recently messages were exchanged with ease between Russian Hill, San Francisco and Kahuku station, on the Hawaiian island of Oahu, a distance of about 2,100 miles. Since then messages have been handled daily between these two far-distant points with the greatest of ease. (836, 50, 959, 145)
